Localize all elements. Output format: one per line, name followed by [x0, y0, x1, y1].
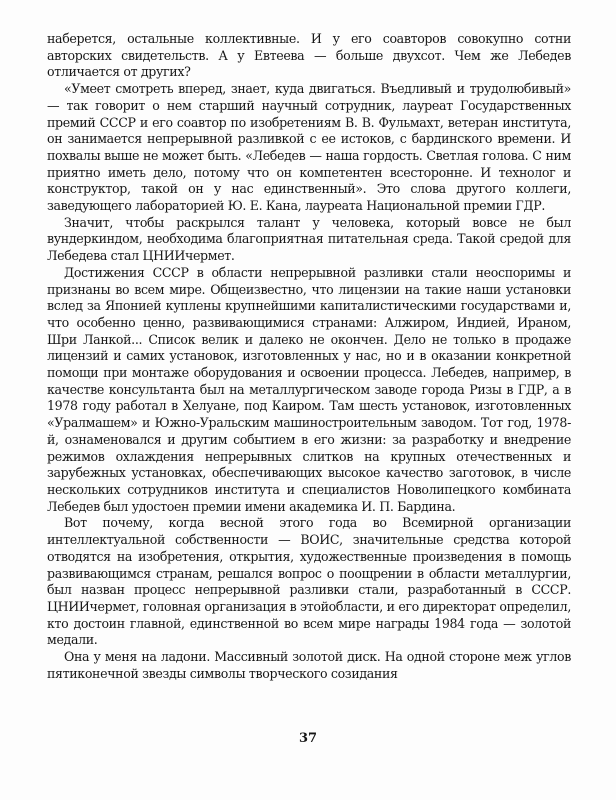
body-text: [47, 31, 571, 682]
paragraph-6: Она у меня на ладони. Массивный золотой диск. На одной стороне меж углов пятиконечной звезды символы творческого созидания: [47, 649, 571, 681]
paragraph-2: «Умеет смотреть вперед, знает, куда двигаться. Въедливый и трудолюбивый» — так говорит о нем старший научный сотрудник, лауреат Государственных премий СССР и его соавтор по изобретениям В. В. Фульмахт, ветеран института, он занимается непрерывной разливкой с ее истоков, с бардинского времени. И похвалы выше не может быть. «Лебедев — наша гордость. Светлая голова. С ним приятно иметь дело, потому что он компетентен всесторонне. И технолог и конструктор, такой он у нас единственный». Это слова другого коллеги, заведующего лабораторией Ю. Е. Кана, лауреата Национальной премии ГДР.: [47, 81, 571, 214]
paragraph-5: Вот почему, когда весной этого года во Всемирной организации интеллектуальной собственности — ВОИС, значительные средства которой отводятся на изобретения, открытия, художественные произведения в помощь развивающимся странам, решался вопрос о поощрении в области металлургии, был назван процесс непрерывной разливки стали, разработанный в СССР. ЦНИИчермет, головная организация в этойобласти, и его директорат определил, кто достоин главной, единственной во всем мире награды 1984 года — золотой медали.: [47, 515, 571, 648]
page-number: 37: [298, 731, 318, 746]
paragraph-1: наберется, остальные коллективные. И у его соавторов совокупно сотни авторских свидетельств. А у Евтеева — больше двухсот. Чем же Лебедев отличается от других?: [47, 31, 571, 80]
paragraph-4: Достижения СССР в области непрерывной разливки стали неоспоримы и признаны во всем мире. Общеизвестно, что лицензии на такие наши установки вслед за Японией куплены крупнейшими капиталистическими государствами и, что особенно ценно, развивающимися странами: Алжиром, Индией, Ираном, Шри Ланкой... Список велик и далеко не окончен. Дело не только в продаже лицензий и самих установок, изготовленных у нас, но и в оказании конкретной помощи при монтаже оборудования и освоении процесса. Лебедев, например, в качестве консультанта был на металлургическом заводе города Ризы в ГДР, а в 1978 году работал в Хелуане, под Каиром. Там шесть установок, изготовленных «Уралмашем» и Южно-Уральским машиностроительным заводом. Тот год, 1978-й, ознаменовался и другим событием в его жизни: за разработку и внедрение режимов охлаждения непрерывных слитков на крупных отечественных и зарубежных установках, обеспечивающих высокое качество заготовок, в числе нескольких сотрудников института и специалистов Новолипецкого комбината Лебедев был удостоен премии имени академика И. П. Бардина.: [47, 264, 571, 514]
paragraph-3: Значит, чтобы раскрылся талант у человека, который вовсе не был вундеркиндом, необходима благоприятная питательная среда. Такой средой для Лебедева стал ЦНИИчермет.: [47, 214, 571, 264]
